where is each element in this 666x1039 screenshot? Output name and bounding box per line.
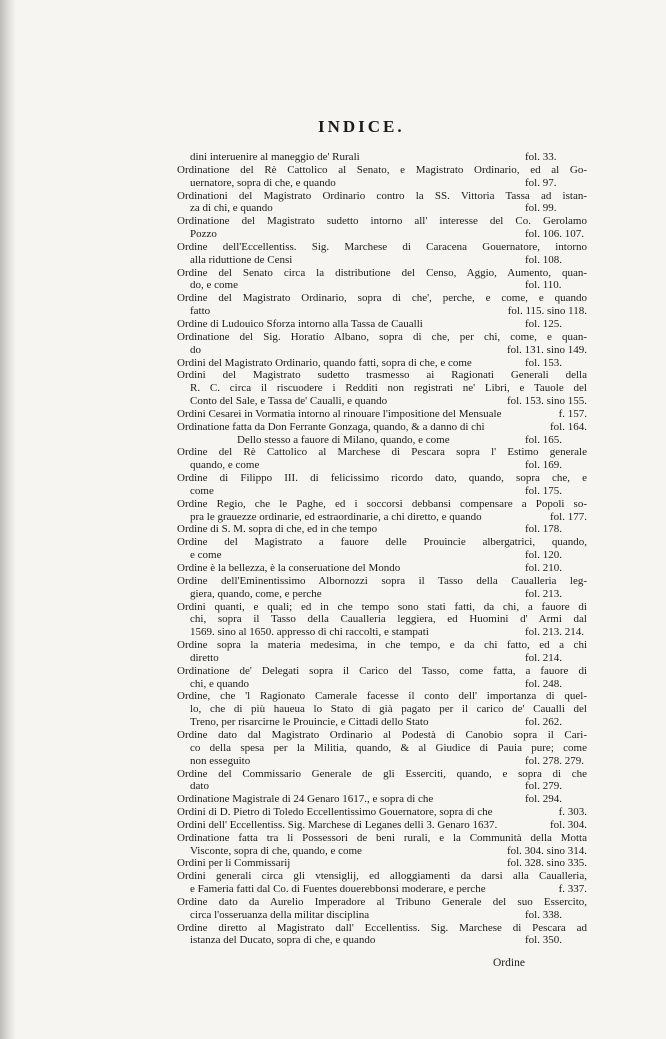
folio-reference: fol. 120. [525,549,562,562]
index-line [177,202,587,215]
index-line [177,934,587,947]
index-line [177,768,587,781]
index-line [177,716,587,729]
index-line [177,690,587,703]
page-edge-shadow [0,0,16,1039]
entry-text: fatto [190,305,211,318]
entry-text: Ordine sopra la materia medesima, in che tempo, e da chi fatto, ed a chi [177,639,587,652]
entry-text: Visconte, sopra di che, quando, e come [190,844,362,857]
folio-reference: fol. 153. [525,356,562,369]
entry-text: Ordine dell'Eccellentiss. Sig. Marchese di Caracena Gouernatore, intorno [177,240,587,253]
folio-reference: fol. 33. [525,151,557,163]
entry-text: diretto [190,651,219,664]
entry-text: Ordine, che 'l Ragionato Camerale facesse il conto dell' importanza di quel- [177,690,587,703]
folio-reference: fol. 178. [525,523,562,536]
index-line [177,793,587,806]
folio-reference: fol. 213. [525,587,562,600]
index-line [177,780,587,793]
entry-text: 1569. sino al 1650. appresso di chi raccolti, e stampati [190,626,429,639]
index-line [177,408,587,421]
folio-reference: fol. 294. [525,793,562,806]
folio-reference: fol. 97. [525,176,557,189]
entry-text: Dello stesso a fauore di Milano, quando, e come [237,433,450,446]
folio-reference: fol. 99. [525,202,557,215]
index-line [177,305,587,318]
entry-text: Ordini Cesarei in Vormatia intorno al rinouare l'impositione del Mensuale [177,407,502,420]
entry-text: quando, e come [190,459,260,472]
entry-text: Ordine Regio, che le Paghe, ed i soccorsi debbansi compensare a Popoli so- [177,497,587,510]
entry-text: lo, che di più haueua lo Stato di già pagato per il carico de' Caualli del [190,703,587,716]
entry-text: chi, sopra il Tasso della Caualleria leggiera, ed Huomini d' Armi dal [190,613,587,626]
entry-text: Ordine del Commissario Generale de gli Esserciti, quando, e sopra di che [177,767,587,780]
index-line [177,434,587,447]
index-line [177,511,587,524]
catchword: Ordine [493,957,525,969]
entry-text: do [190,343,201,356]
index-line [177,549,587,562]
entry-text: chi, e quando [190,677,249,690]
folio-reference: fol. 248. [525,677,562,690]
index-line [177,421,587,434]
index-line [177,228,587,241]
index-line [177,729,587,742]
index-line [177,472,587,485]
folio-reference: fol. 338. [525,908,562,921]
entry-text: Ordini quanti, e quali; ed in che tempo sono stati fatti, da chi, a fauore di [177,600,587,613]
entry-text: Ordine dato dal Magistrato Ordinario al Podestà di Canobio sopra il Cari- [177,728,587,741]
index-line [177,588,587,601]
entry-text: R. C. circa il riscuodere i Redditi non registrati ne' Libri, e Tauole del [190,382,587,395]
entry-text: Ordini del Magistrato sudetto trasmesso ai Ragionati Generali della [177,369,587,382]
entry-text: Ordinationi del Magistrato Ordinario contro la SS. Vittoria Tassa ad istan- [177,189,587,202]
entry-text: non esseguito [190,754,251,767]
entry-text: come [190,484,214,497]
entry-text: Ordinatione del Rè Cattolico al Senato, e Magistrato Ordinario, ed al Go- [177,163,587,176]
index-line [177,626,587,639]
entry-text: Ordinatione del Magistrato sudetto intorno all' interesse del Co. Gerolamo [177,215,587,228]
index-line [177,241,587,254]
index-line [177,446,587,459]
entry-text: Ordine di S. M. sopra di che, ed in che tempo [177,523,378,536]
entry-text: pra le grauezze ordinarie, ed estraordinarie, a chi diretto, e quando [190,510,482,523]
entry-text: Ordinatione de' Delegati sopra il Carico del Tasso, come fatta, a fauore di [177,664,587,677]
entry-text: Ordini generali circa gli vtensiglij, ed alloggiamenti da darsi alla Caualleria, [177,870,587,883]
entry-text: circa l'osseruanza della militar disciplina [190,908,370,921]
folio-reference: fol. 115. sino 118. [507,305,587,318]
entry-text: Ordine dato da Aurelio Imperadore al Tribuno Generale del suo Essercito, [177,895,587,908]
entry-text: Ordine del Rè Cattolico al Marchese di Pescara sopra l' Estimo generale [177,446,587,459]
index-line [177,536,587,549]
index-line [177,755,587,768]
entry-text: Ordine del Magistrato Ordinario, sopra di che', perche, e come, e quando [177,292,587,305]
entry-text: Pozzo [190,228,217,241]
index-line [177,652,587,665]
index-line [177,357,587,370]
index-line [177,369,587,382]
index-line [177,292,587,305]
entry-text: Ordinatione fatta tra li Possessori de beni rurali, e la Communità della Motta [177,831,587,844]
index-line [177,485,587,498]
entry-text: Ordine del Magistrato a fauore delle Prouincie albergatrici, quando, [177,536,587,549]
entry-text: Ordine dell'Eminentissimo Albornozzi sopra il Tasso della Caualleria leg- [177,574,587,587]
entry-text: do, e come [190,279,238,292]
entry-text: Ordinatione del Sig. Horatio Albano, sopra di che, per chi, come, e quan- [177,330,587,343]
entry-text: Ordini del Magistrato Ordinario, quando fatti, sopra di che, e come [177,356,472,369]
entry-text: co della spesa per la Militia, quando, & al Giudice di Pauia pure; come [190,741,587,754]
index-line [177,382,587,395]
index-line [177,331,587,344]
entry-text: Ordinatione Magistrale di 24 Genaro 1617., e sopra di che [177,793,434,806]
entry-text: Conto del Sale, e Tassa de' Caualli, e quando [190,395,388,408]
folio-reference: fol. 110. [525,279,562,292]
index-line [177,151,587,164]
entry-text: Treno, per risarcirne le Prouincie, e Cittadi dello Stato [190,716,429,729]
entry-text: Ordine di Filippo III. di felicissimo ricordo dato, quando, sopra che, e [177,472,587,485]
folio-reference: f. 303. [558,806,587,819]
folio-reference: fol. 279. [525,780,562,793]
index-line [177,832,587,845]
index-line [177,190,587,203]
folio-reference: fol. 108. [525,253,562,266]
entry-text: alla riduttione de Censi [190,253,293,266]
index-line [177,395,587,408]
page-title: INDICE. [318,117,405,136]
index-line [177,254,587,267]
index-line [177,177,587,190]
entry-text: e come [190,549,222,562]
folio-reference: f. 337. [558,883,587,896]
index-line [177,639,587,652]
folio-reference: fol. 278. 279. [525,754,584,767]
entry-text: giera, quando, come, e perche [190,587,322,600]
folio-reference: fol. 169. [525,459,562,472]
entry-text: Ordine è la bellezza, è la conseruatione del Mondo [177,562,401,574]
folio-reference: fol. 106. 107. [525,228,584,241]
index-line [177,678,587,691]
index-line [177,883,587,896]
index-line [177,279,587,292]
index-line [177,922,587,935]
index-line [177,613,587,626]
index-line [177,318,587,331]
folio-reference: fol. 164. [550,420,587,433]
index-line [177,819,587,832]
index-line [177,575,587,588]
entry-text: istanza del Ducato, sopra di che, e quando [190,934,376,947]
folio-reference: fol. 213. 214. [525,626,584,639]
folio-reference: fol. 210. [525,562,562,574]
index-line [177,344,587,357]
index-line [177,215,587,228]
index-line [177,498,587,511]
folio-reference: fol. 131. sino 149. [506,343,587,356]
entry-text: dini interuenire al maneggio de' Rurali [190,151,360,163]
index-line [177,896,587,909]
folio-reference: fol. 328. sino 335. [506,857,587,870]
entry-text: e Fameria fatti dal Co. di Fuentes douerebbonsi moderare, e perche [190,883,486,896]
folio-reference: fol. 350. [525,934,562,947]
entry-text: uernatore, sopra di che, e quando [190,176,336,189]
folio-reference: fol. 177. [550,510,587,523]
entry-text: Ordinatione fatta da Don Ferrante Gonzaga, quando, & a danno di chi [177,420,485,433]
entry-text: Ordine diretto al Magistrato dall' Eccellentiss. Sig. Marchese di Pescara ad [177,921,587,934]
index-line [177,523,587,536]
folio-reference: fol. 165. [525,433,562,446]
folio-reference: fol. 175. [525,484,562,497]
entry-text: Ordini di D. Pietro di Toledo Eccellentissimo Gouernatore, sopra di che [177,806,493,819]
index-line [177,164,587,177]
index-line [177,703,587,716]
index-line [177,665,587,678]
folio-reference: fol. 125. [525,317,562,330]
index-line [177,806,587,819]
index-line [177,601,587,614]
index-line [177,459,587,472]
index-list [177,151,587,947]
entry-text: za di chi, e quando [190,202,273,215]
folio-reference: fol. 304. [550,818,587,831]
index-line [177,742,587,755]
index-line [177,267,587,280]
folio-reference: fol. 304. sino 314. [506,844,587,857]
entry-text: dato [190,780,209,793]
folio-reference: fol. 214. [525,651,562,664]
entry-text: Ordine del Senato circa la distributione del Censo, Aggio, Aumento, quan- [177,266,587,279]
folio-reference: f. 157. [558,407,587,420]
index-line [177,562,587,575]
entry-text: Ordini per li Commissarij [177,857,291,870]
index-line [177,845,587,858]
folio-reference: fol. 262. [525,716,562,729]
entry-text: Ordine di Ludouico Sforza intorno alla Tassa de Caualli [177,317,423,330]
index-line [177,857,587,870]
index-line [177,909,587,922]
folio-reference: fol. 153. sino 155. [506,395,587,408]
entry-text: Ordini dell' Eccellentiss. Sig. Marchese di Leganes delli 3. Genaro 1637. [177,818,498,831]
index-line [177,870,587,883]
